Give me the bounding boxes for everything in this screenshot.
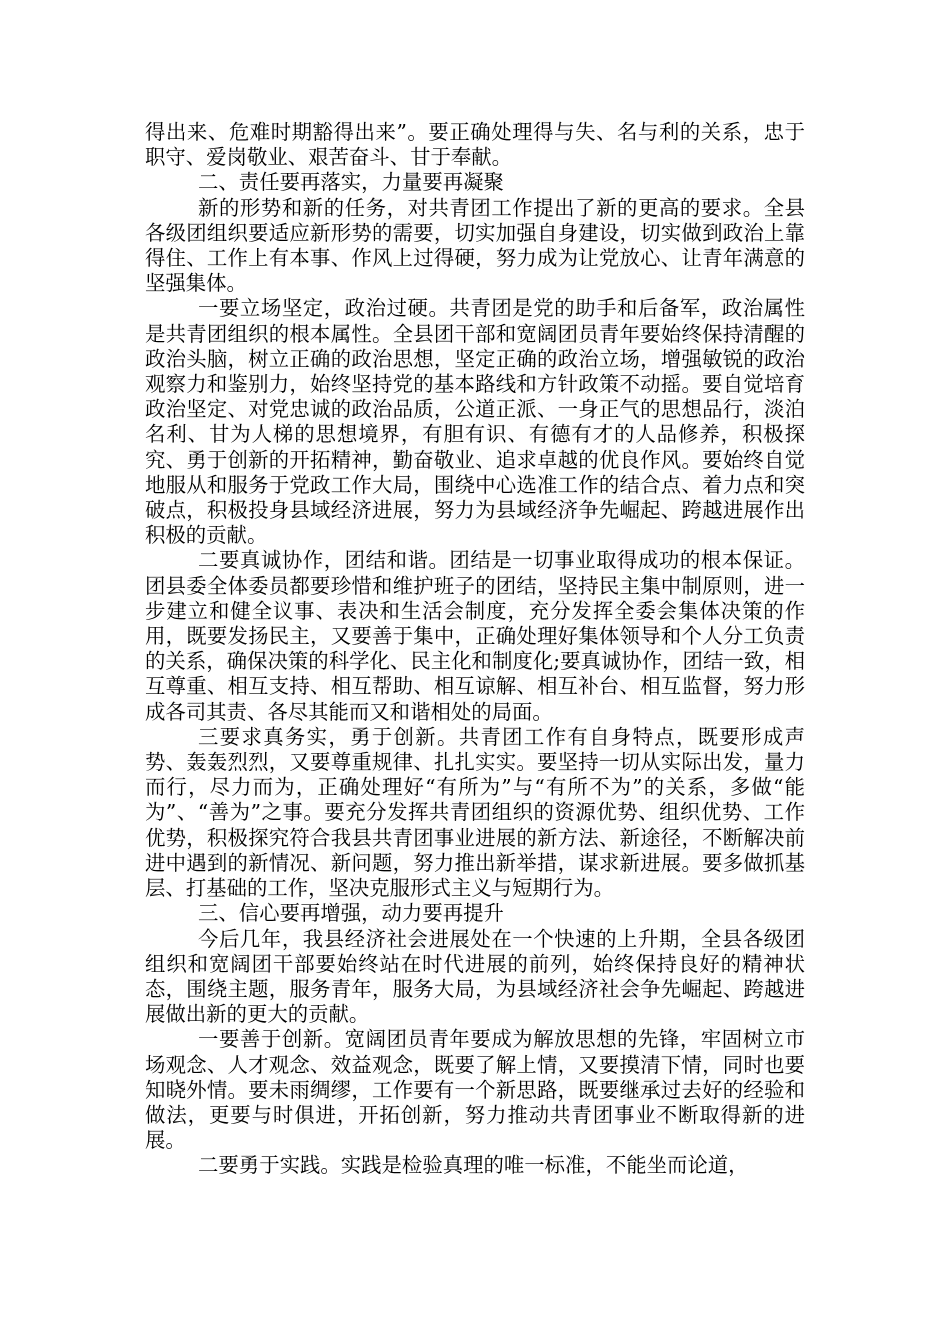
paragraph: 三要求真务实，勇于创新。共青团工作有自身特点，既要形成声势、轰轰烈烈，又要尊重规律、扎扎实实。要坚持一切从实际出发，量力而行，尽力而为，正确处理好“有所为”与“有所不为”的关系，多做“能为”、“善为”之事。要充分发挥共青团组织的资源优势、组织优势、工作优势，积极探究符合我县共青团事业进展的新方法、新途径，不断解决前进中遇到的新情况、新问题，努力推出新举措，谋求新进展。要多做抓基层、打基础的工作，坚决克服形式主义与短期行为。: [145, 724, 805, 901]
paragraph: 一要善于创新。宽阔团员青年要成为解放思想的先锋，牢固树立市场观念、人才观念、效益观念，既要了解上情，又要摸清下情，同时也要知晓外情。要未雨绸缪，工作要有一个新思路，既要继承过去好的经验和做法，更要与时俱进，开拓创新，努力推动共青团事业不断取得新的进展。: [145, 1027, 805, 1153]
section-heading-2: 二、责任要再落实，力量要再凝聚: [198, 170, 504, 195]
section-heading-3: 三、信心要再增强，动力要再提升: [198, 901, 504, 926]
paragraph: 一要立场坚定，政治过硬。共青团是党的助手和后备军，政治属性是共青团组织的根本属性。全县团干部和宽阔团员青年要始终保持清醒的政治头脑，树立正确的政治思想，坚定正确的政治立场，增强敏锐的政治观察力和鉴别力，始终坚持党的基本路线和方针政策不动摇。要自觉培育政治坚定、对党忠诚的政治品质，公道正派、一身正气的思想品行，淡泊名利、甘为人梯的思想境界，有胆有识、有德有才的人品修养，积极探究、勇于创新的开拓精神，勤奋敬业、追求卓越的优良作风。要始终自觉地服从和服务于党政工作大局，围绕中心选准工作的结合点、着力点和突破点，积极投身县域经济进展，努力为县域经济争先崛起、跨越进展作出积极的贡献。: [145, 296, 805, 548]
paragraph: 二要真诚协作，团结和谐。团结是一切事业取得成功的根本保证。团县委全体委员都要珍惜和维护班子的团结，坚持民主集中制原则，进一步建立和健全议事、表决和生活会制度，充分发挥全委会集体决策的作用，既要发扬民主，又要善于集中，正确处理好集体领导和个人分工负责的关系，确保决策的科学化、民主化和制度化;要真诚协作，团结一致，相互尊重、相互支持、相互帮助、相互谅解、相互补台、相互监督，努力形成各司其责、各尽其能而又和谐相处的局面。: [145, 548, 805, 724]
document-body: [145, 120, 805, 1179]
paragraph: 二要勇于实践。实践是检验真理的唯一标准，不能坐而论道，: [198, 1153, 749, 1178]
paragraph: 今后几年，我县经济社会进展处在一个快速的上升期，全县各级团组织和宽阔团干部要始终站在时代进展的前列，始终保持良好的精神状态，围绕主题，服务青年，服务大局，为县域经济社会争先崛起、跨越进展做出新的更大的贡献。: [145, 926, 805, 1027]
paragraph-continued: 得出来、危难时期豁得出来”。要正确处理得与失、名与利的关系，忠于职守、爱岗敬业、艰苦奋斗、甘于奉献。: [145, 120, 805, 170]
paragraph: 新的形势和新的任务，对共青团工作提出了新的更高的要求。全县各级团组织要适应新形势的需要，切实加强自身建设，切实做到政治上靠得住、工作上有本事、作风上过得硬，努力成为让党放心、让青年满意的坚强集体。: [145, 195, 805, 296]
